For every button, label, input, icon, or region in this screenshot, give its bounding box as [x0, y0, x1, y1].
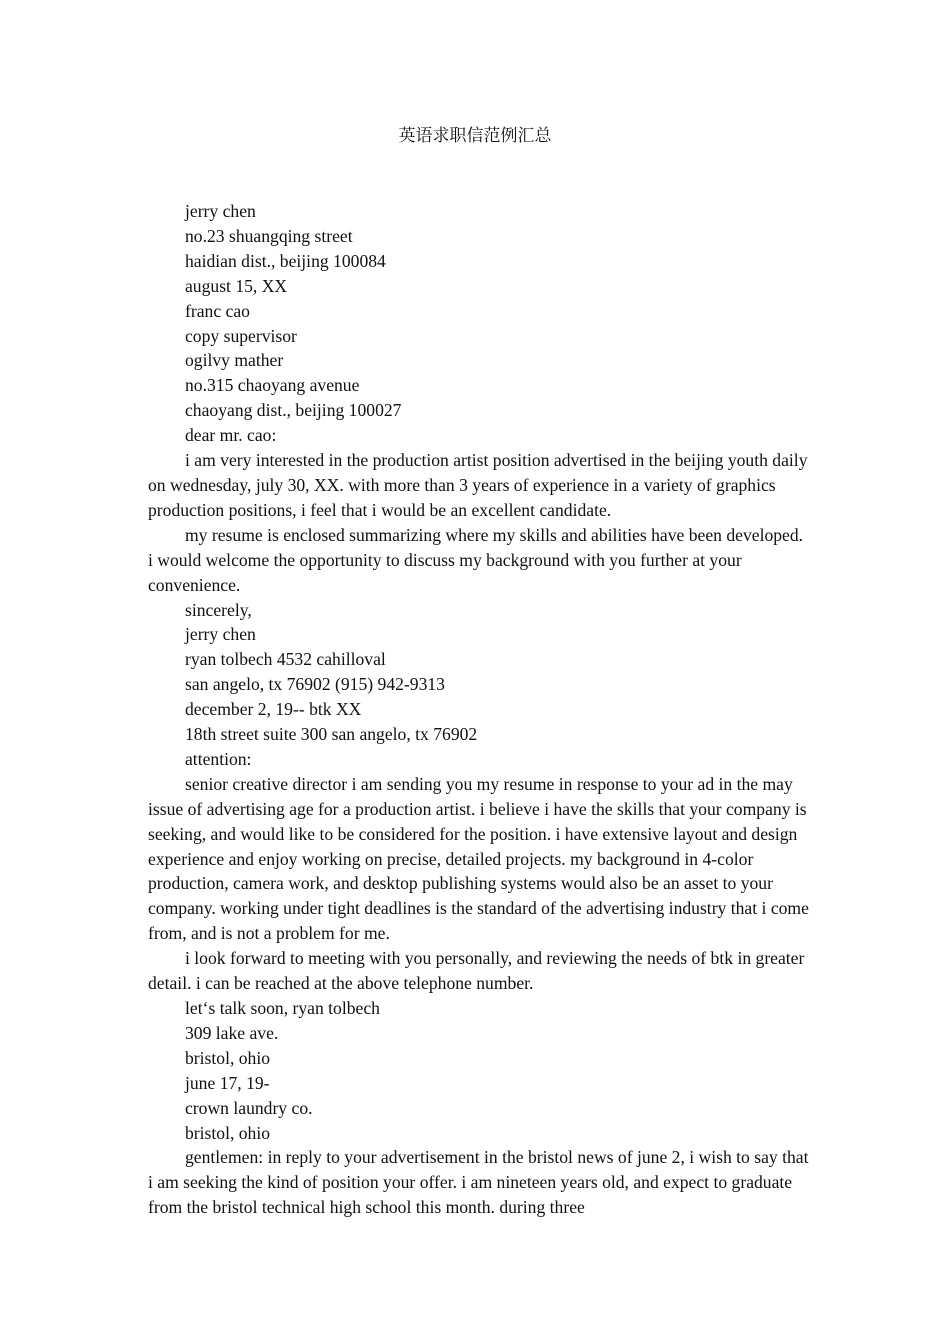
closing: sincerely, [185, 599, 252, 620]
body-paragraph: gentlemen: in reply to your advertisement in the bristol news of june 2, i wish to say that i am seeking the kind of position your offer. i am nineteen years old, and expect to graduate from the bristol technical high school this month. during three [148, 1147, 809, 1218]
recipient-name: franc cao [185, 300, 250, 321]
recipient-company: ogilvy mather [185, 350, 284, 371]
body-paragraph: senior creative director i am sending you my resume in response to your ad in the may issue of advertising age for a production artist. i believe i have the skills that your company is seeking, and would like to be considered for the position. i have extensive layout and design experience and enjoy working on precise, detailed projects. my background in 4-color production, camera work, and desktop publishing systems would also be an asset to your company. working under tight deadlines is the standard of the advertising industry that i come from, and is not a problem for me. [148, 773, 809, 944]
letter-date: june 17, 19- [185, 1072, 270, 1093]
address-line: bristol, ohio [185, 1047, 271, 1068]
closing: let‘s talk soon, ryan tolbech [185, 998, 380, 1018]
sender-city: haidian dist., beijing 100084 [185, 250, 386, 271]
address-line: ryan tolbech 4532 cahilloval [185, 649, 386, 670]
salutation: dear mr. cao: [185, 425, 277, 446]
sender-name: jerry chen [185, 201, 256, 221]
recipient-company: crown laundry co. [185, 1097, 313, 1118]
sender-street: no.23 shuangqing street [185, 225, 353, 246]
document-body [148, 199, 812, 1220]
body-paragraph: my resume is enclosed summarizing where my skills and abilities have been developed. i would welcome the opportunity to discuss my background with you further at your convenience. [148, 524, 804, 595]
recipient-street: no.315 chaoyang avenue [185, 375, 360, 396]
letter-date: august 15, XX [185, 275, 288, 296]
body-paragraph: i am very interested in the production artist position advertised in the beijing youth daily on wednesday, july 30, XX. with more than 3 years of experience in a variety of graphics production positions, i feel that i would be an excellent candidate. [148, 450, 808, 520]
recipient-city: chaoyang dist., beijing 100027 [185, 400, 402, 421]
attention-line: attention: [185, 748, 252, 769]
address-line: san angelo, tx 76902 (915) 942-9313 [185, 674, 445, 695]
address-line: bristol, ohio [185, 1122, 271, 1143]
signature: jerry chen [185, 624, 256, 645]
body-paragraph: i look forward to meeting with you personally, and reviewing the needs of btk in greater detail. i can be reached at the above telephone number. [148, 948, 805, 994]
address-line: 309 lake ave. [185, 1022, 279, 1043]
document-title: 英语求职信范例汇总 [398, 126, 552, 146]
recipient-title: copy supervisor [185, 325, 297, 346]
address-line: december 2, 19-- btk XX [185, 699, 362, 720]
address-line: 18th street suite 300 san angelo, tx 76902 [185, 724, 478, 745]
